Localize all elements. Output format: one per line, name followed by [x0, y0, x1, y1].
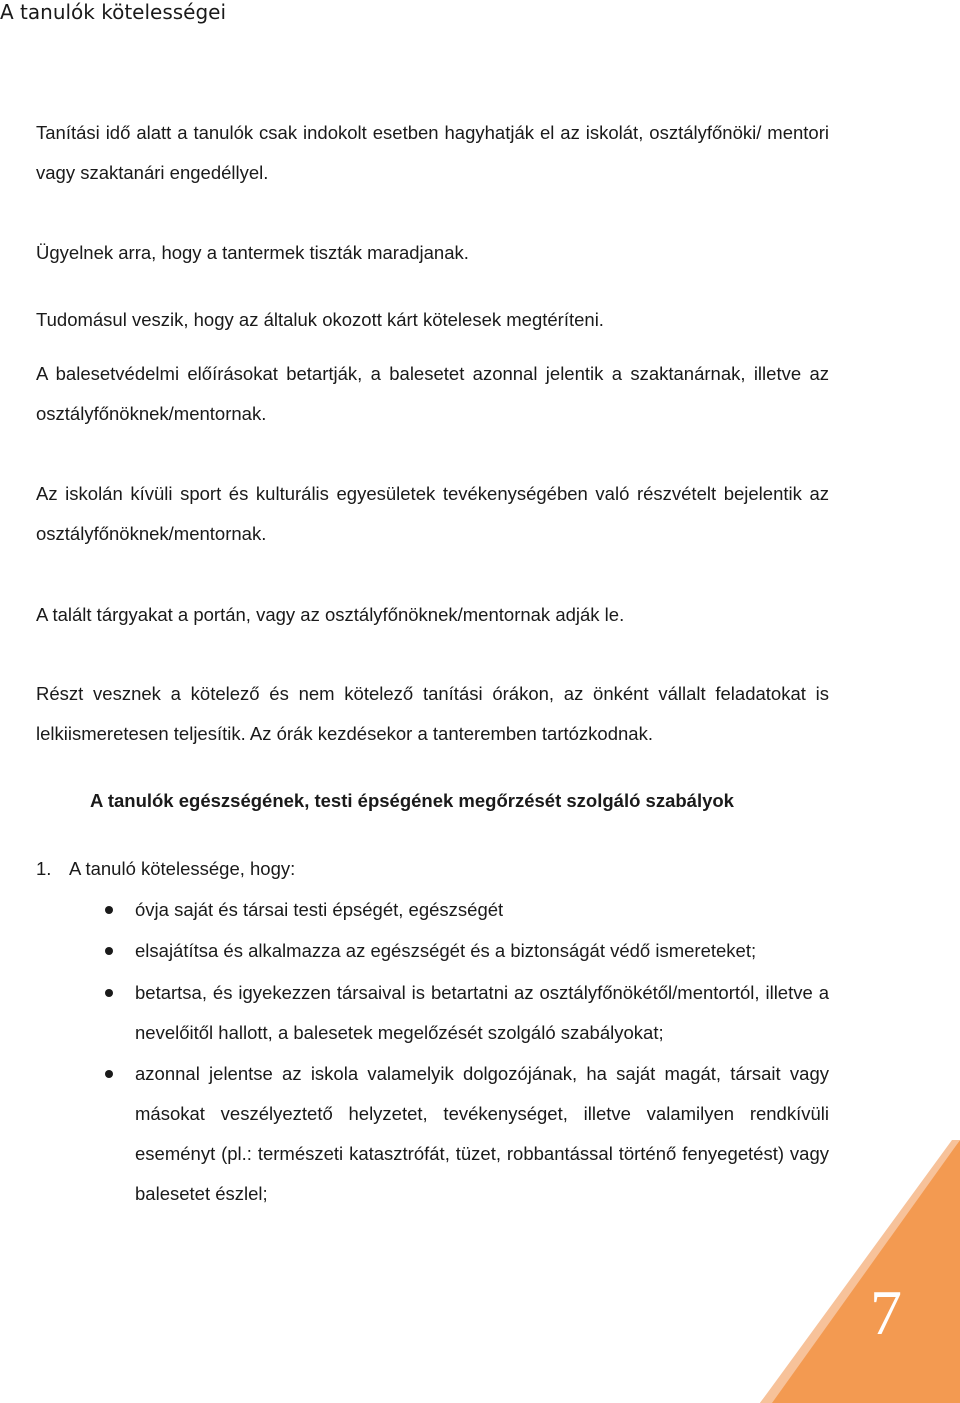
paragraph-found-items: A talált tárgyakat a portán, vagy az osztályfőnöknek/mentornak adják le. [36, 604, 625, 625]
list-item-text: azonnal jelentse az iskola valamelyik dolgozójának, ha saját magát, társait vagy másokat veszélyeztető helyzetet, tevékenységet, illetve valamilyen rendkívüli eseményt (pl.: természeti katasztrófát, tüzet, robbantással történő fenyegetést) vagy balesetet észlel; [135, 1063, 829, 1204]
bullet-icon [105, 906, 113, 914]
page-corner-decoration [760, 1140, 960, 1403]
list-item-text: elsajátítsa és alkalmazza az egészségét és a biztonságát védő ismereteket; [135, 940, 757, 961]
paragraph-lesson-attendance: Részt vesznek a kötelező és nem kötelező tanítási órákon, az önként vállalt feladatokat is lelkiismeretesen teljesítik. Az órák kezdésekor a tanteremben tartózkodnak. [36, 683, 829, 744]
list-item [135, 931, 829, 971]
list-item [135, 1054, 829, 1214]
paragraph-damage-compensation: Tudomásul veszik, hogy az általuk okozott kárt kötelesek megtéríteni. [36, 309, 604, 330]
page-header-title: A tanulók kötelességei [0, 0, 227, 24]
page-number: 7 [870, 1277, 902, 1348]
list-item [135, 973, 829, 1053]
section-heading: A tanulók egészségének, testi épségének megőrzését szolgáló szabályok [90, 790, 734, 811]
paragraph-safety-rules: A balesetvédelmi előírásokat betartják, a balesetet azonnal jelentik a szaktanárnak, illetve az osztályfőnöknek/mentornak. [36, 363, 829, 424]
list-item-text: betartsa, és igyekezzen társaival is betartatni az osztályfőnökétől/mentortól, illetve a nevelőitől hallott, a balesetek megelőzését szolgáló szabályokat; [135, 982, 829, 1043]
bullet-icon [105, 947, 113, 955]
bullet-icon [105, 1070, 113, 1078]
numbered-item [36, 849, 295, 889]
paragraph-leaving-school: Tanítási idő alatt a tanulók csak indokolt esetben hagyhatják el az iskolát, osztályfőnöki/ mentori vagy szaktanári engedéllyel. [36, 122, 829, 183]
paragraph-clean-classrooms: Ügyelnek arra, hogy a tantermek tiszták maradjanak. [36, 242, 469, 263]
bullet-icon [105, 989, 113, 997]
item-number: 1. [36, 858, 52, 879]
paragraph-external-clubs: Az iskolán kívüli sport és kulturális egyesületek tevékenységében való részvételt bejelentik az osztályfőnöknek/mentornak. [36, 483, 829, 544]
item-text: A tanuló kötelessége, hogy: [69, 858, 296, 879]
list-item [135, 890, 829, 930]
list-item-text: óvja saját és társai testi épségét, egészségét [135, 899, 504, 920]
